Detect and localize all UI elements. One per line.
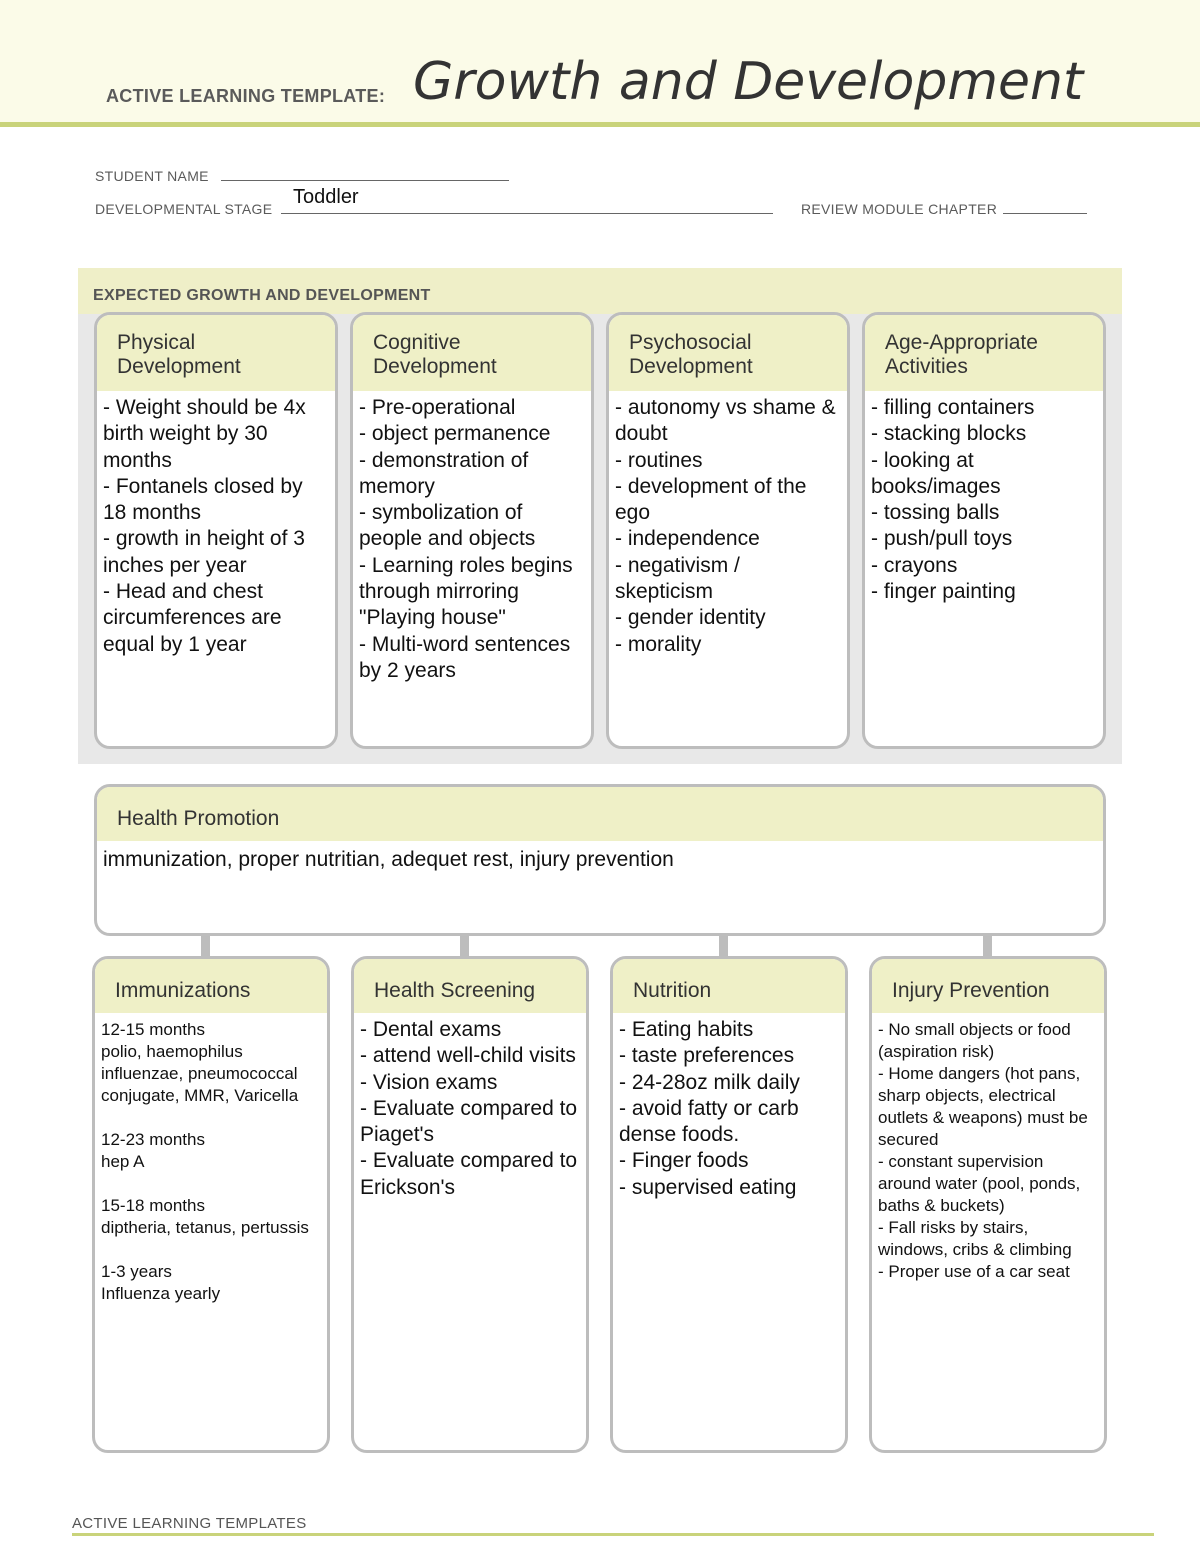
connector bbox=[460, 936, 469, 956]
developmental-stage-row bbox=[95, 199, 773, 217]
card-body[interactable]: - Pre-operational - object permanence - demonstration of memory - symbolization of people and objects - Learning roles begins through mirroring "Playing house" - Multi-word sentences by 2 years bbox=[359, 396, 573, 682]
card-heading: Physical Development bbox=[97, 315, 335, 391]
card-body[interactable]: - filling containers - stacking blocks - looking at books/images - tossing balls - push/pull toys - crayons - finger painting bbox=[871, 396, 1035, 604]
card-body[interactable]: - autonomy vs shame & doubt - routines - development of the ego - independence - negativism / skepticism - gender identity - morality bbox=[615, 396, 836, 656]
cognitive-development-card bbox=[350, 312, 594, 749]
physical-development-card bbox=[94, 312, 338, 749]
connector bbox=[719, 936, 728, 956]
card-body[interactable]: - Weight should be 4x birth weight by 30 months - Fontanels closed by 18 months - growth in height of 3 inches per year - Head and chest circumferences are equal by 1 year bbox=[103, 396, 306, 656]
card-heading: Age-Appropriate Activities bbox=[865, 315, 1103, 391]
connector bbox=[201, 936, 210, 956]
health-promotion-card bbox=[94, 784, 1106, 936]
injury-prevention-card bbox=[869, 956, 1107, 1453]
card-body[interactable]: - Dental exams - attend well-child visits - Vision exams - Evaluate compared to Piaget's - Evaluate compared to Erickson's bbox=[360, 1018, 578, 1199]
connector bbox=[983, 936, 992, 956]
age-appropriate-activities-card bbox=[862, 312, 1106, 749]
header-divider bbox=[0, 122, 1200, 127]
card-body[interactable]: 12-15 months polio, haemophilus influenzae, pneumococcal conjugate, MMR, Varicella 12-23 months hep A 15-18 months diptheria, tetanus, pertussis 1-3 years Influenza yearly bbox=[101, 1020, 309, 1303]
card-body[interactable]: immunization, proper nutritian, adequet rest, injury prevention bbox=[103, 848, 674, 871]
card-body[interactable]: - Eating habits - taste preferences - 24-28oz milk daily - avoid fatty or carb dense foods. - Finger foods - supervised eating bbox=[619, 1018, 800, 1199]
card-heading: Nutrition bbox=[613, 959, 845, 1013]
review-module-row bbox=[801, 199, 1087, 217]
developmental-stage-value: Toddler bbox=[293, 186, 359, 208]
health-screening-card bbox=[351, 956, 589, 1453]
psychosocial-development-card bbox=[606, 312, 850, 749]
review-module-label: REVIEW MODULE CHAPTER bbox=[801, 201, 998, 217]
template-label: ACTIVE LEARNING TEMPLATE: bbox=[106, 86, 386, 106]
card-heading: Immunizations bbox=[95, 959, 327, 1013]
student-name-row bbox=[95, 166, 509, 184]
template-title: Growth and Development bbox=[413, 52, 1084, 112]
footer-divider bbox=[72, 1533, 1154, 1536]
card-heading: Cognitive Development bbox=[353, 315, 591, 391]
immunizations-card bbox=[92, 956, 330, 1453]
card-body[interactable]: - No small objects or food (aspiration risk) - Home dangers (hot pans, sharp objects, electrical outlets & weapons) must be secured - constant supervision around water (pool, ponds, baths & buckets) - Fall risks by stairs, windows, cribs & climbing - Proper use of a car seat bbox=[878, 1020, 1088, 1281]
card-heading: Psychosocial Development bbox=[609, 315, 847, 391]
expected-section-title: EXPECTED GROWTH AND DEVELOPMENT bbox=[93, 287, 431, 304]
review-module-field[interactable] bbox=[1003, 199, 1087, 214]
card-heading: Health Promotion bbox=[97, 787, 1103, 841]
developmental-stage-label: DEVELOPMENTAL STAGE bbox=[95, 201, 273, 217]
card-heading: Injury Prevention bbox=[872, 959, 1104, 1013]
student-name-field[interactable] bbox=[221, 166, 509, 181]
card-heading: Health Screening bbox=[354, 959, 586, 1013]
nutrition-card bbox=[610, 956, 848, 1453]
student-name-label: STUDENT NAME bbox=[95, 168, 209, 184]
footer-label: ACTIVE LEARNING TEMPLATES bbox=[72, 1515, 307, 1532]
